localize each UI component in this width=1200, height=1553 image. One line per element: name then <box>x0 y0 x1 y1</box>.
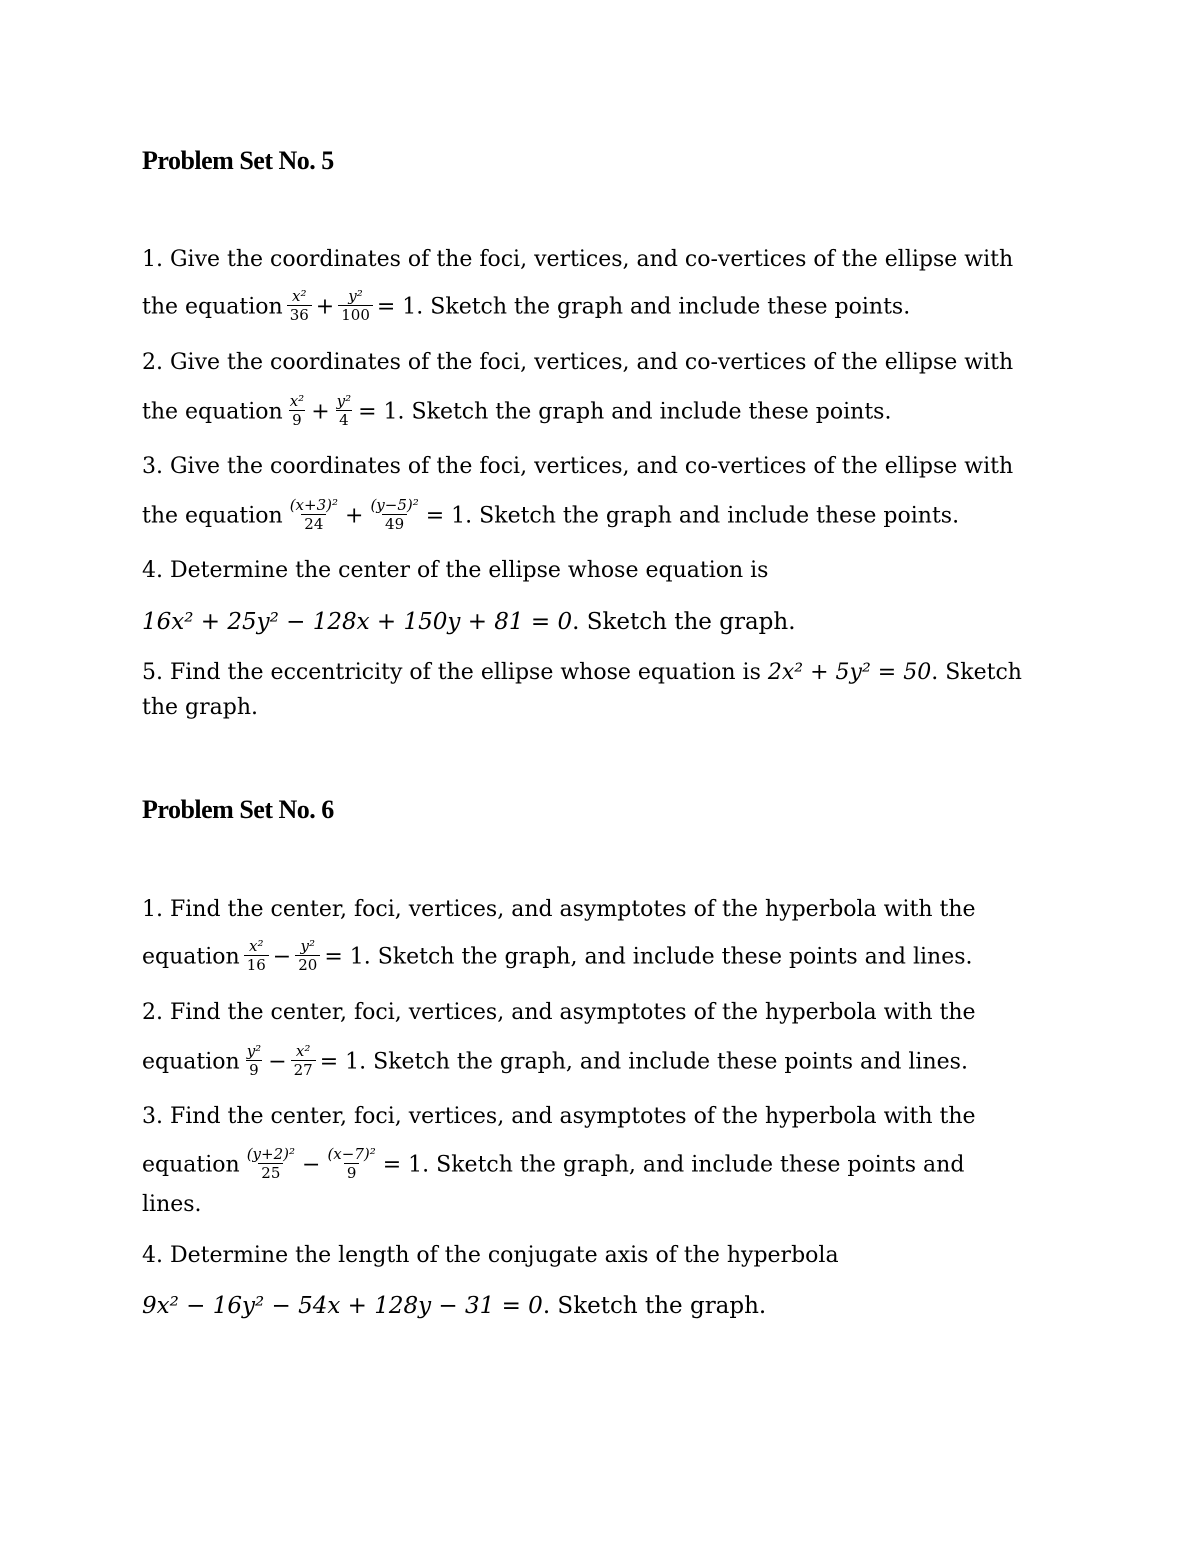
fraction: $\frac{\text{y²}}{4}$ <box>336 392 352 429</box>
set5-p1-line2: the equation $\frac{\text{x²}}{36}$ + $\frac{\text{y²}}{100}$ = 1. Sketch the graph and include these points. <box>142 287 911 324</box>
set6-p2-line1: 2. Find the center, foci, vertices, and asymptotes of the hyperbola with the <box>142 1000 976 1025</box>
equation: 2x² + 5y² = 50 <box>767 660 932 685</box>
set6-p2-line2: equation $\frac{\text{y²}}{9}$ − $\frac{\text{x²}}{27}$ = 1. Sketch the graph, and include these points and lines. <box>142 1042 968 1079</box>
fraction: $\frac{\text{x²}}{16}$ <box>244 937 269 974</box>
set5-p3-line1: 3. Give the coordinates of the foci, vertices, and co-vertices of the ellipse with <box>142 454 1014 479</box>
set5-p3-line2: the equation $\frac{\text{(x+3)²}}{24}$ + $\frac{\text{(y−5)²}}{49}$ = 1. Sketch the graph and include these points. <box>142 496 960 533</box>
fraction: $\frac{\text{y²}}{20}$ <box>295 937 320 974</box>
fraction: $\frac{\text{x²}}{9}$ <box>289 392 305 429</box>
equation: 9x² − 16y² − 54x + 128y − 31 = 0 <box>142 1293 543 1319</box>
fraction: $\frac{\text{(x−7)²}}{9}$ <box>327 1145 376 1182</box>
fraction: $\frac{\text{x²}}{36}$ <box>287 287 312 324</box>
problem-set-5-title: Problem Set No. 5 <box>142 146 334 175</box>
set5-p2-line2: the equation $\frac{\text{x²}}{9}$ + $\frac{\text{y²}}{4}$ = 1. Sketch the graph and include these points. <box>142 392 892 429</box>
set5-p5-line2: the graph. <box>142 695 258 720</box>
equation: 16x² + 25y² − 128x + 150y + 81 = 0 <box>142 609 573 635</box>
set6-p3-line1: 3. Find the center, foci, vertices, and asymptotes of the hyperbola with the <box>142 1104 976 1129</box>
set6-p4-line1: 4. Determine the length of the conjugate axis of the hyperbola <box>142 1243 839 1268</box>
set5-p4-equation-line: 16x² + 25y² − 128x + 150y + 81 = 0. Sketch the graph. <box>142 609 796 635</box>
fraction: $\frac{\text{(x+3)²}}{24}$ <box>289 496 338 533</box>
set5-p5-line1: 5. Find the eccentricity of the ellipse whose equation is 2x² + 5y² = 50. Sketch <box>142 660 1022 685</box>
set6-p4-equation-line: 9x² − 16y² − 54x + 128y − 31 = 0. Sketch the graph. <box>142 1293 767 1319</box>
fraction: $\frac{\text{y²}}{100}$ <box>338 287 373 324</box>
set6-p1-line2: equation $\frac{\text{x²}}{16}$ − $\frac{\text{y²}}{20}$ = 1. Sketch the graph, and include these points and lines. <box>142 937 973 974</box>
set5-p4-line1: 4. Determine the center of the ellipse whose equation is <box>142 558 769 583</box>
set5-p1-line1: 1. Give the coordinates of the foci, vertices, and co-vertices of the ellipse with <box>142 247 1014 272</box>
set6-p3-line3: lines. <box>142 1192 202 1217</box>
fraction: $\frac{\text{(y−5)²}}{49}$ <box>370 496 419 533</box>
set6-p3-line2: equation $\frac{\text{(y+2)²}}{25}$ − $\frac{\text{(x−7)²}}{9}$ = 1. Sketch the graph, and include these points and <box>142 1145 965 1182</box>
fraction: $\frac{\text{(y+2)²}}{25}$ <box>246 1145 295 1182</box>
set5-p2-line1: 2. Give the coordinates of the foci, vertices, and co-vertices of the ellipse with <box>142 350 1014 375</box>
problem-set-6-title: Problem Set No. 6 <box>142 795 334 824</box>
fraction: $\frac{\text{y²}}{9}$ <box>246 1042 262 1079</box>
set6-p1-line1: 1. Find the center, foci, vertices, and asymptotes of the hyperbola with the <box>142 897 976 922</box>
fraction: $\frac{\text{x²}}{27}$ <box>291 1042 316 1079</box>
